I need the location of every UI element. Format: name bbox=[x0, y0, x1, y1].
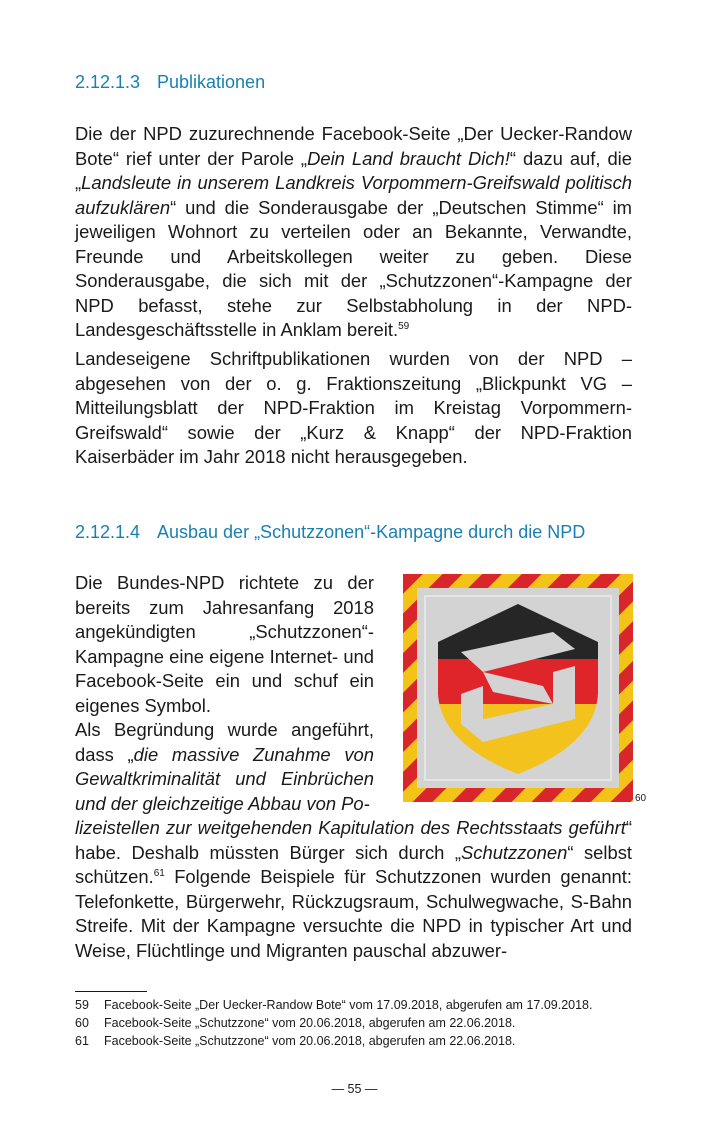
section-title: Publikationen bbox=[157, 72, 266, 92]
paragraph-facebook-bote bbox=[75, 122, 632, 343]
text-run: “ habe. Deshalb müssten Bürger sich durch „ bbox=[75, 817, 632, 863]
paragraph-landeseigene bbox=[75, 347, 632, 470]
footnote-divider bbox=[75, 991, 147, 992]
footnote-text: Facebook-Seite „Schutzzone“ vom 20.06.2018, abgerufen am 22.06.2018. bbox=[104, 1016, 516, 1030]
quote-italic: die massive Zunahme von Gewaltkriminalität und Einbrüchen und der gleichzeitige Abbau von Po- bbox=[75, 743, 374, 814]
quote-italic: Dein Land braucht Dich! bbox=[307, 147, 510, 169]
footnote-60 bbox=[75, 1014, 592, 1032]
text-run: “ selbst schützen. bbox=[75, 841, 633, 887]
footnote-text: Facebook-Seite „Der Uecker-Randow Bote“ vom 17.09.2018, abgerufen am 17.09.2018. bbox=[104, 998, 593, 1012]
footnote-number: 60 bbox=[75, 1016, 89, 1030]
footnote-number: 59 bbox=[75, 998, 89, 1012]
quote-italic: Landsleute in unserem Landkreis Vorpommern-Greifswald politisch aufzuklären bbox=[75, 172, 632, 218]
section-number: 2.12.1.4 bbox=[75, 522, 141, 542]
footnote-number: 61 bbox=[75, 1034, 89, 1048]
section-number: 2.12.1.3 bbox=[75, 72, 141, 92]
quote-italic: lizeistellen zur weitgehenden Kapitulation des Rechtsstaats geführt bbox=[75, 817, 626, 838]
quote-italic: Schutzzonen bbox=[461, 841, 568, 863]
footnotes bbox=[75, 996, 592, 1050]
schutzzone-symbol-image bbox=[403, 574, 633, 802]
text-run: Folgende Beispiele für Schutzzonen wurden genannt: Telefonkette, Bürgerwehr, Rückzugsraum, Schulwegwache, S-Bahn Streife. Mit der Kampagne versuchte die NPD in typischer Art und Weise, Flüchtlinge und Migranten pauschal abzuwer- bbox=[75, 866, 632, 961]
text-run: Die der NPD zuzurechnende Facebook-Seite „Der Uecker-Randow Bote“ rief unter der Parole „ bbox=[75, 123, 632, 169]
section-heading-publikationen bbox=[75, 72, 265, 93]
text-run: Als Begründung wurde angeführt, dass „ bbox=[75, 719, 374, 765]
footnote-59 bbox=[75, 996, 592, 1014]
page-number: — 55 — bbox=[331, 1082, 378, 1096]
footnote-61 bbox=[75, 1032, 592, 1050]
paragraph-text: Die Bundes-NPD richtete zu der bereits zum Jahresanfang 2018 angekündigten „Schutzzonen“-Kampagne eine eigene Internet- und Facebook-Seite ein und schuf ein eigenes Symbol. bbox=[75, 572, 374, 716]
footnote-ref-61[interactable]: 61 bbox=[153, 867, 165, 879]
paragraph-kapitulation bbox=[75, 816, 632, 963]
section-heading-schutzzonen bbox=[75, 522, 585, 543]
footnote-text: Facebook-Seite „Schutzzone“ vom 20.06.2018, abgerufen am 22.06.2018. bbox=[104, 1034, 516, 1048]
footnote-ref-59[interactable]: 59 bbox=[398, 320, 410, 332]
text-run: “ dazu auf, die „ bbox=[75, 147, 632, 193]
schutzzone-logo bbox=[403, 574, 633, 802]
section-title: Ausbau der „Schutzzonen“-Kampagne durch die NPD bbox=[157, 522, 586, 542]
paragraph-bundes-npd bbox=[75, 571, 374, 816]
figure-footnote-ref-60[interactable]: 60 bbox=[635, 793, 647, 804]
text-run: “ und die Sonderausgabe der „Deutschen Stimme“ im jeweiligen Wohnort zu verteilen oder an Bekannte, Verwandte, Freunde und Arbeitskollegen weiter zu geben. Diese Sonderausgabe, die sich mit der „Schutzzonen“-Kampagne der NPD befasst, stehe zur Selbstabholung in der NPD-Landesgeschäftsstelle in Anklam bereit. bbox=[75, 196, 632, 340]
paragraph-text: Landeseigene Schriftpublikationen wurden von der NPD – abgesehen von der o. g. Fraktionszeitung „Blickpunkt VG – Mitteilungsblatt der NPD-Fraktion im Kreistag Vorpommern-Greifswald“ sowie der „Kurz & Knapp“ der NPD-Fraktion Kaiserbäder im Jahr 2018 nicht herausgegeben. bbox=[75, 348, 632, 467]
